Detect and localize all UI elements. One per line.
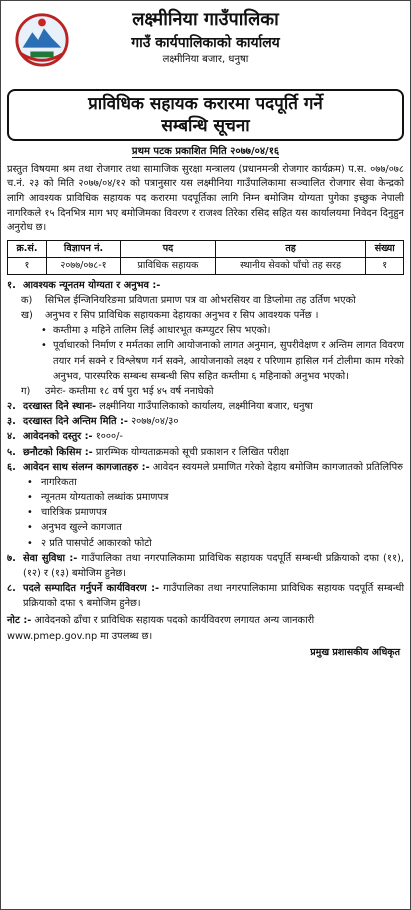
selection-method: ५. छनौटको किसिम :- प्रारम्भिक योग्यताक्रमको सूची प्रकाशन र लिखित परीक्षा xyxy=(7,446,289,458)
title-line-2: सम्बन्धि सूचना xyxy=(161,116,250,137)
table-header: क्र.सं. xyxy=(8,241,47,258)
list-item: • कम्तीमा ३ महिने तालिम लिई आधारभूत कम्प्युटर सिप भएको। xyxy=(7,323,404,338)
list-item: • पूर्वाधारको निर्माण र मर्मतका लागि आयोजनाको लागत अनुमान, सुपरीवेक्षण र अन्तिम लागत विवरण तयार गर्न सक्ने र विश्लेषण गर्न सक्ने, आयोजनाको लक्ष्य र परिणाम हासिल गर्न टोलीमा काम गरेको अनुभव, पारस्परिक सम्बन्ध सम्बन्धी सिप सहित कम्तीमा ६ महिनाको अनुभव भएको। xyxy=(7,338,404,384)
bullet-icon: • xyxy=(27,507,33,519)
service-benefits: ७. सेवा सुविधा :- गाउँपालिका तथा नगरपालिकामा प्राविधिक सहायक पदपूर्ति सम्बन्धी प्रक्रियाको दफा (११), (१२) र (१३) बमोजिम हुनेछ। xyxy=(7,552,404,579)
bullet-icon: • xyxy=(41,340,47,352)
table-header: पद xyxy=(121,241,216,258)
required-documents: ६. आवेदन साथ संलग्न कागजातहरु :- आवेदन स्वयमले प्रमाणित गरेको देहाय बमोजिम कागजातको प्रतिलिपिरु • नागरिकता • न्यूनतम योग्यताको लब्धांक प्रमाणपत्र • चारित्रिक प्रमाणपत्र • अनुभव खुल्ने कागजात • २ प्रति पासपोर्ट आकारको फोटो xyxy=(7,460,404,551)
nepal-emblem-icon xyxy=(13,9,71,67)
table-cell: १ xyxy=(366,257,404,274)
office-address: लक्ष्मीनिया बजार, धनुषा xyxy=(162,54,249,66)
table-cell: स्थानीय सेवको पाँचो तह सरह xyxy=(215,257,366,274)
table-cell: प्राविधिक सहायक xyxy=(121,257,216,274)
list-item: • अनुभव खुल्ने कागजात xyxy=(27,520,404,535)
bullet-icon: • xyxy=(27,476,33,488)
qualifications-section: १. आवश्यक न्यूनतम योग्यता र अनुभव :- क) सिभिल ईन्जिनियरिङमा प्रविणता प्रमाण पत्र वा ओभरसियर वा डिप्लोमा तह उर्तिण भएको ख) अनुभव र सिप प्राविधिक सहायकमा देहायका अनुभव र सिप आवश्यक पर्नेछ । • कम्तीमा ३ महिने तालिम लिई आधारभूत कम्प्युटर सिप भएको। • पूर्वाधारको निर्माण र मर्मतका लागि आयोजनाको लागत अनुमान, सुपरीवेक्षण र अन्तिम लागत विवरण तयार गर्न सक्ने र विश्लेषण गर्न सक्ने, आयोजनाको लक्ष्य र परिणाम हासिल गर्न टोलीमा काम गरेको अनुभव, पारस्परिक सम्बन्ध सम्बन्धी सिप सहित कम्तीमा ६ महिनाको अनुभव भएको। ग) उमेरः- कम्तीमा १८ वर्ष पुरा भई ४५ वर्ष ननाघेको xyxy=(7,278,404,399)
application-fee: ४. आवेदनको दस्तुर :- १०००/- xyxy=(7,431,123,443)
intro-paragraph: प्रस्तुत विषयमा श्रम तथा रोजगार तथा सामाजिक सुरक्षा मन्त्रालय (प्रधानमन्त्री रोजगार कार्यक्रम) प.स. ०७७/०७८ च.नं. २३ को मिति २०७७/०४/१२ को पत्रानुसार यस लक्ष्मीनिया गाउँपालिकामा सञ्चालित रोजगार सेवा केन्द्रको लागि आवश्यक प्राविधिक सहायक पद करारमा पदपूर्तिका लागि निम्न बमोजिम योग्यता पुगेका इच्छुक नेपाली नागरिकले १५ दिनभित्र माग भए बमोजिमका विवरण र राजश्व तिरेका रसिद सहित यस कार्यालयमा निवेदन दिनुहुन अनुरोध छ। xyxy=(7,163,404,234)
list-item: क) सिभिल ईन्जिनियरिङमा प्रविणता प्रमाण पत्र वा ओभरसियर वा डिप्लोमा तह उर्तिण भएको xyxy=(21,294,356,306)
signature-title: प्रमुख प्रशासकीय अधिकृत xyxy=(310,646,400,658)
list-item: ग) उमेरः- कम्तीमा १८ वर्ष पुरा भई ४५ वर्ष ननाघेको xyxy=(21,385,214,397)
table-cell: १ xyxy=(8,257,47,274)
notice-title xyxy=(7,89,404,141)
office-name: गाउँ कार्यपालिकाको कार्यालय xyxy=(131,35,280,52)
bullet-icon: • xyxy=(41,325,47,337)
bullet-icon: • xyxy=(27,537,33,549)
bullet-icon: • xyxy=(27,522,33,534)
letterhead xyxy=(7,5,404,87)
title-line-1: प्राविधिक सहायक करारमा पदपूर्ति गर्ने xyxy=(88,94,323,114)
list-item: • चारित्रिक प्रमाणपत्र xyxy=(27,505,404,520)
table-header: विज्ञापन नं. xyxy=(46,241,120,258)
table-header-row xyxy=(8,241,404,258)
publication-date: प्रथम पटक प्रकाशित मिति २०७७/०४/१६ xyxy=(131,146,280,158)
list-item: • न्यूनतम योग्यताको लब्धांक प्रमाणपत्र xyxy=(27,490,404,505)
municipality-name: लक्ष्मीनिया गाउँपालिका xyxy=(132,9,279,30)
job-description: ८. पदले सम्पादित गर्नुपर्ने कार्यविवरण :- गाउँपालिका तथा नगरपालिकामा प्राविधिक सहायक पदपूर्ति सम्बन्धी प्रक्रियाको दफा ९ बमोजिम हुनेछ। xyxy=(7,583,404,610)
vacancy-table xyxy=(7,240,404,275)
list-item: • २ प्रति पासपोर्ट आकारको फोटो xyxy=(27,536,404,551)
section-heading: आवश्यक न्यूनतम योग्यता र अनुभव :- xyxy=(23,279,161,291)
table-header: तह xyxy=(215,241,366,258)
table-cell: २०७७/०७८-१ xyxy=(46,257,120,274)
list-item: • नागरिकता xyxy=(27,475,404,490)
table-row xyxy=(8,257,404,274)
deadline: ३. दरखास्त दिने अन्तिम मिति :- २०७७/०४/३० xyxy=(7,416,179,428)
bullet-icon: • xyxy=(27,492,33,504)
table-header: संख्या xyxy=(366,241,404,258)
application-place: २. दरखास्त दिने स्थानः- लक्ष्मीनिया गाउँपालिकाको कार्यालय, लक्ष्मीनिया बजार, धनुषा xyxy=(7,401,313,413)
list-item: ख) अनुभव र सिप प्राविधिक सहायकमा देहायका अनुभव र सिप आवश्यक पर्नेछ । xyxy=(21,310,319,321)
note: नोट :- आवेदनको ढाँचा र प्राविधिक सहायक पदको कार्यविवरण लगायत अन्य जानकारी www.pmep.gov.np मा उपलब्ध छ। xyxy=(7,615,315,642)
